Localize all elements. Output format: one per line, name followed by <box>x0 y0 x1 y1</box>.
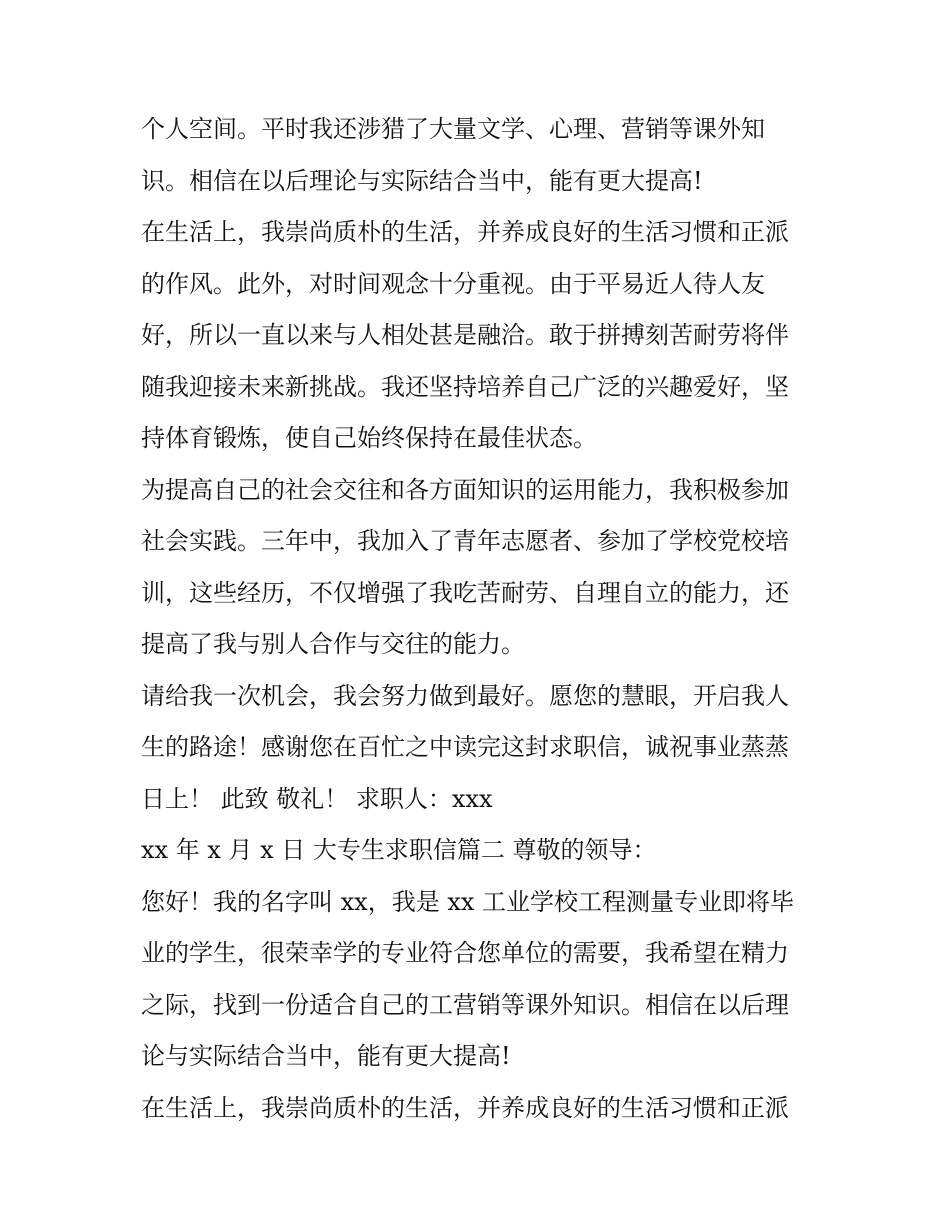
text-line: 之际，找到一份适合自己的工营销等课外知识。相信在以后理 <box>141 990 789 1019</box>
text-line: 业的学生，很荣幸学的专业符合您单位的需要，我希望在精力 <box>141 939 789 967</box>
text-line: 提高了我与别人合作与交往的能力。 <box>141 630 525 658</box>
text-line: 在生活上，我崇尚质朴的生活，并养成良好的生活习惯和正派 <box>141 218 789 246</box>
text-line: 好，所以一直以来与人相处甚是融洽。敢于拼搏刻苦耐劳将伴 <box>141 321 789 349</box>
document-body <box>141 104 821 1134</box>
text-line: 为提高自己的社会交往和各方面知识的运用能力，我积极参加 <box>141 475 789 504</box>
text-line: 您好！我的名字叫 xx，我是 xx 工业学校工程测量专业即将毕 <box>141 887 795 916</box>
text-line: 识。相信在以后理论与实际结合当中，能有更大提高! <box>141 166 703 195</box>
text-line: 随我迎接未来新挑战。我还坚持培养自己广泛的兴趣爱好，坚 <box>141 372 789 401</box>
text-line: 持体育锻炼，使自己始终保持在最佳状态。 <box>141 424 597 452</box>
text-line: 社会实践。三年中，我加入了青年志愿者、参加了学校党校培 <box>141 527 789 555</box>
text-line: 的作风。此外，对时间观念十分重视。由于平易近人待人友 <box>141 269 765 298</box>
text-line: xx 年 x 月 x 日 大专生求职信篇二 尊敬的领导： <box>141 836 657 864</box>
text-line: 训，这些经历，不仅增强了我吃苦耐劳、自理自立的能力，还 <box>141 578 789 607</box>
text-line: 请给我一次机会，我会努力做到最好。愿您的慧眼，开启我人 <box>141 681 789 710</box>
text-line: 日上！ 此致 敬礼！ 求职人：xxx <box>141 784 493 813</box>
text-line: 个人空间。平时我还涉猎了大量文学、心理、营销等课外知 <box>141 115 765 143</box>
text-line: 在生活上，我崇尚质朴的生活，并养成良好的生活习惯和正派 <box>141 1093 789 1122</box>
text-line: 生的路途！感谢您在百忙之中读完这封求职信，诚祝事业蒸蒸 <box>141 733 789 761</box>
text-line: 论与实际结合当中，能有更大提高! <box>141 1042 511 1070</box>
